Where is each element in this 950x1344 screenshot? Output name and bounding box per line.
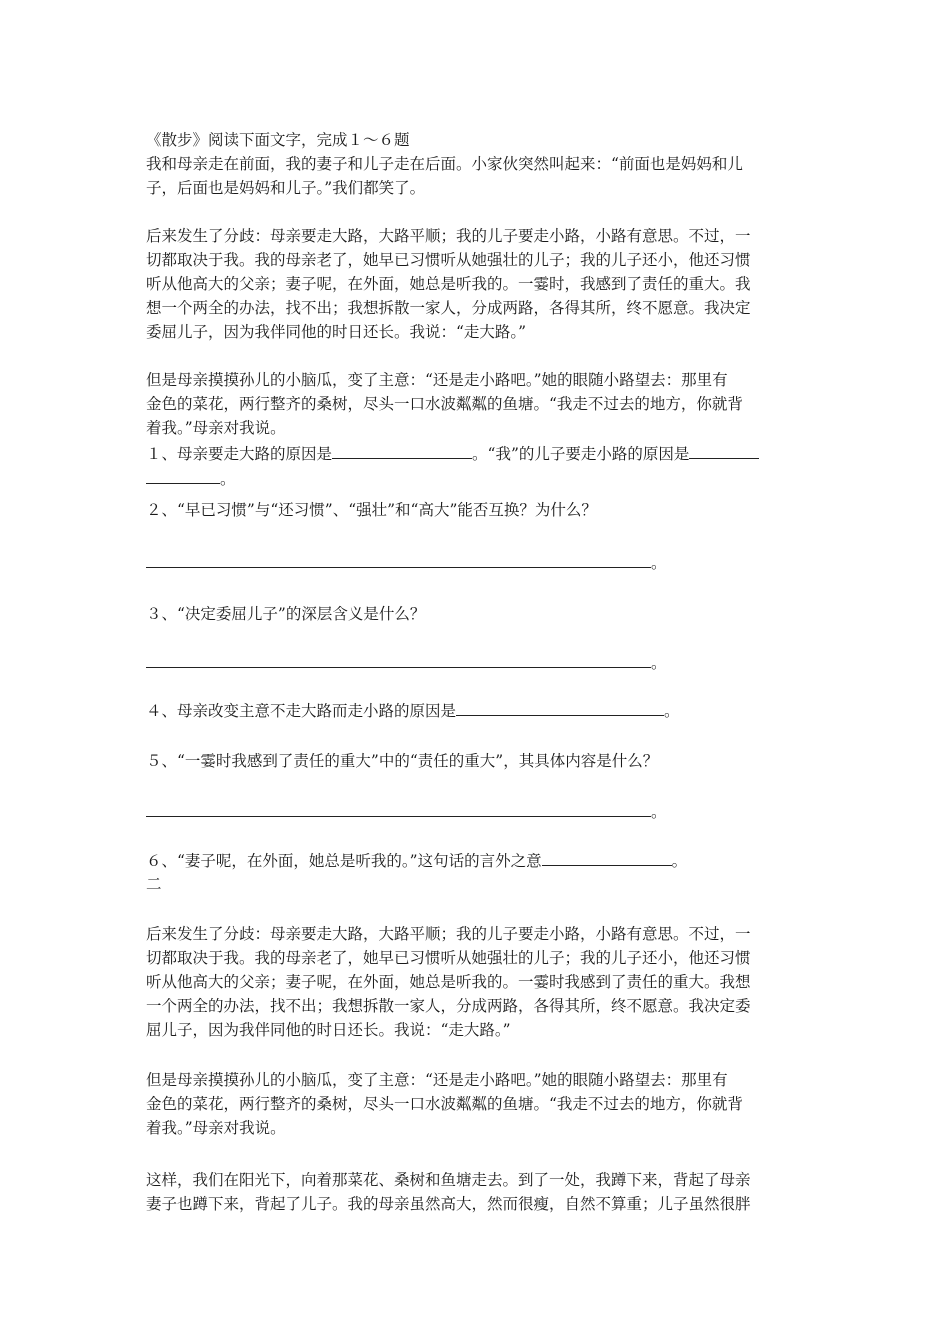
question-2-answer-line xyxy=(146,552,667,573)
question-1-text-b: 。“我”的儿子要走小路的原因是 xyxy=(472,445,690,463)
question-5-blank[interactable] xyxy=(146,801,651,817)
passage2-p3-line2: 妻子也蹲下来，背起了儿子。我的母亲虽然高大，然而很瘦，自然不算重；儿子虽然很胖 xyxy=(146,1195,751,1213)
passage2-p1-line1: 后来发生了分歧：母亲要走大路，大路平顺；我的儿子要走小路，小路有意思。不过，一 xyxy=(146,925,751,943)
passage1-p2-line3: 听从他高大的父亲；妻子呢，在外面，她总是听我的。一霎时，我感到了责任的重大。我 xyxy=(146,275,751,293)
question-5-period: 。 xyxy=(651,803,667,821)
question-2-period: 。 xyxy=(651,554,667,572)
question-4-text: ４、母亲改变主意不走大路而走小路的原因是 xyxy=(146,702,457,720)
question-1-blank-a[interactable] xyxy=(332,443,472,459)
passage1-p2-line1: 后来发生了分歧：母亲要走大路，大路平顺；我的儿子要走小路，小路有意思。不过，一 xyxy=(146,227,751,245)
passage2-p1-line3: 听从他高大的父亲；妻子呢，在外面，她总是听我的。一霎时我感到了责任的重大。我想 xyxy=(146,973,751,991)
question-5-answer-line xyxy=(146,801,667,822)
passage1-p3-line3: 着我。”母亲对我说。 xyxy=(146,419,286,437)
question-4-blank[interactable] xyxy=(456,700,664,716)
passage1-p3-line2: 金色的菜花，两行整齐的桑树，尽头一口水波粼粼的鱼塘。“我走不过去的地方，你就背 xyxy=(146,395,743,413)
question-6 xyxy=(146,850,687,871)
passage2-p2-line3: 着我。”母亲对我说。 xyxy=(146,1119,286,1137)
question-6-period: 。 xyxy=(671,852,688,870)
question-3: ３、“决定委屈儿子”的深层含义是什么？ xyxy=(146,605,426,623)
question-1-blank-b-cont[interactable] xyxy=(146,468,220,484)
question-3-blank[interactable] xyxy=(146,652,651,668)
passage2-p1-line5: 屈儿子，因为我伴同他的时日还长。我说：“走大路。” xyxy=(146,1021,511,1039)
passage1-p1-line2: 子，后面也是妈妈和儿子。”我们都笑了。 xyxy=(146,179,426,197)
question-3-period: 。 xyxy=(651,654,667,672)
passage1-p1-line1: 我和母亲走在前面，我的妻子和儿子走在后面。小家伙突然叫起来：“前面也是妈妈和儿 xyxy=(146,155,743,173)
question-5: ５、“一霎时我感到了责任的重大”中的“责任的重大”，其具体内容是什么？ xyxy=(146,752,659,770)
passage2-p2-line1: 但是母亲摸摸孙儿的小脑瓜，变了主意：“还是走小路吧。”她的眼随小路望去：那里有 xyxy=(146,1071,728,1089)
section-2-label: 二 xyxy=(146,875,162,893)
document-title: 《散步》阅读下面文字，完成１～６题 xyxy=(146,131,410,149)
question-1-end: 。 xyxy=(220,470,236,488)
question-2-blank[interactable] xyxy=(146,552,651,568)
passage2-p3-line1: 这样，我们在阳光下，向着那菜花、桑树和鱼塘走去。到了一处，我蹲下来，背起了母亲 xyxy=(146,1171,751,1189)
question-1-blank-b[interactable] xyxy=(689,443,759,459)
passage1-p3-line1: 但是母亲摸摸孙儿的小脑瓜，变了主意：“还是走小路吧。”她的眼随小路望去：那里有 xyxy=(146,371,728,389)
question-1-text-a: １、母亲要走大路的原因是 xyxy=(146,445,333,463)
passage2-p1-line4: 一个两全的办法，找不出；我想拆散一家人，分成两路，各得其所，终不愿意。我决定委 xyxy=(146,997,751,1015)
question-1-cont xyxy=(146,468,236,489)
question-6-blank[interactable] xyxy=(542,850,672,866)
passage2-p1-line2: 切都取决于我。我的母亲老了，她早已习惯听从她强壮的儿子；我的儿子还小，他还习惯 xyxy=(146,949,751,967)
question-6-text: ６、“妻子呢，在外面，她总是听我的。”这句话的言外之意 xyxy=(146,852,542,870)
question-4-period: 。 xyxy=(664,702,680,720)
question-1 xyxy=(146,443,759,464)
passage2-p2-line2: 金色的菜花，两行整齐的桑树，尽头一口水波粼粼的鱼塘。“我走不过去的地方，你就背 xyxy=(146,1095,743,1113)
passage1-p2-line2: 切都取决于我。我的母亲老了，她早已习惯听从她强壮的儿子；我的儿子还小，他还习惯 xyxy=(146,251,751,269)
question-2: ２、“早已习惯”与“还习惯”、“强壮”和“高大”能否互换？为什么？ xyxy=(146,501,597,519)
passage1-p2-line5: 委屈儿子，因为我伴同他的时日还长。我说：“走大路。” xyxy=(146,323,527,341)
question-4 xyxy=(146,700,680,721)
question-3-answer-line xyxy=(146,652,667,673)
passage1-p2-line4: 想一个两全的办法，找不出；我想拆散一家人，分成两路，各得其所，终不愿意。我决定 xyxy=(146,299,751,317)
